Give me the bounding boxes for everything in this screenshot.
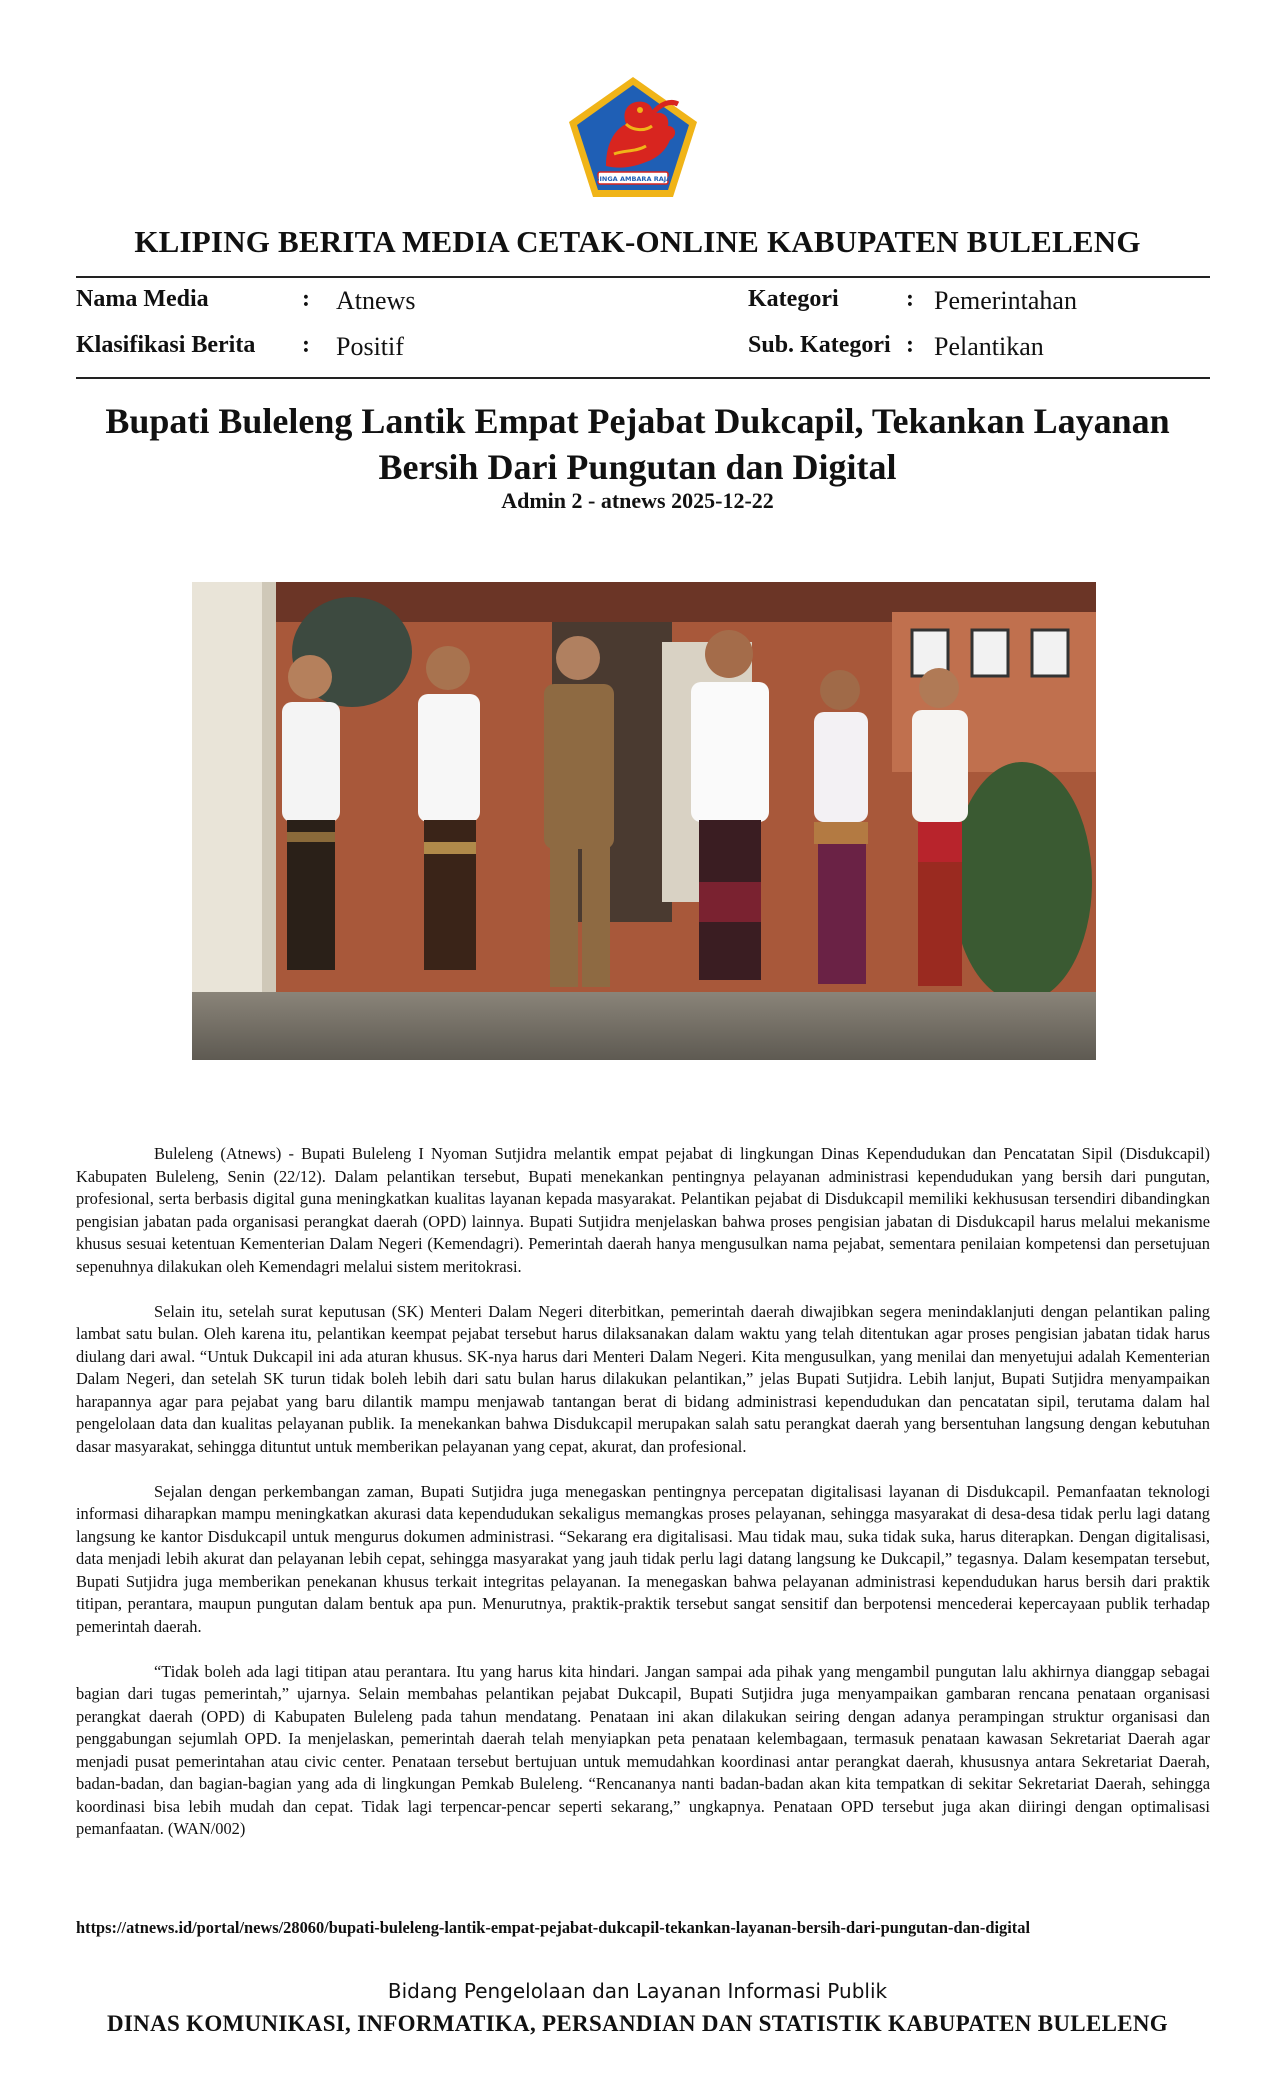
footer-office-name: DINAS KOMUNIKASI, INFORMATIKA, PERSANDIAN DAN STATISTIK KABUPATEN BULELENG xyxy=(107,2011,1168,2036)
media-name-value: Atnews xyxy=(336,286,416,315)
source-url: https://atnews.id/portal/news/28060/bupati-buleleng-lantik-empat-pejabat-dukcapil-tekankan-layanan-bersih-dari-pungutan-dan-digital xyxy=(76,1918,1030,1937)
article-paragraph-4: “Tidak boleh ada lagi titipan atau perantara. Itu yang harus kita hindari. Jangan sampai ada pihak yang mengambil pungutan lalu akhirnya dianggap sebagai bagian dari tugas pemerintah,” ujarnya. Selain membahas pelantikan pejabat Dukcapil, Bupati Sutjidra juga menyampaikan gambaran rencana penataan organisasi perangkat daerah (OPD) di Kabupaten Buleleng pada tahun mendatang. Penataan ini akan dilakukan seiring dengan adanya perampingan struktur organisasi dan penggabungan sejumlah OPD. Ia menjelaskan, pemerintah daerah telah menyiapkan peta penataan kelembagaan, termasuk penataan kawasan Sekretariat Daerah agar menjadi pusat pemerintahan atau civic center. Penataan tersebut bertujuan untuk memudahkan koordinasi antar perangkat daerah, khususnya antara Sekretariat Daerah, badan-badan, dan bagian-bagian yang ada di lingkungan Pemkab Buleleng. “Rencananya nanti badan-badan akan kita tempatkan di sekitar Sekretariat Daerah, sehingga koordinasi bisa lebih mudah dan cepat. Tidak lagi terpencar-pencar seperti sekarang,” ungkapnya. Penataan OPD tersebut juga akan diiringi dengan optimalisasi pemanfaatan. (WAN/002) xyxy=(76,1661,1210,1838)
article-paragraph-2: Selain itu, setelah surat keputusan (SK) Menteri Dalam Negeri diterbitkan, pemerintah daerah diwajibkan segera menindaklanjuti dengan pelantikan paling lambat satu bulan. Oleh karena itu, pelantikan keempat pejabat tersebut harus dilaksanakan dalam waktu yang telah ditentukan agar proses pengisian jabatan tidak harus diulang dari awal. “Untuk Dukcapil ini ada aturan khusus. SK-nya harus dari Menteri Dalam Negeri. Kita mengusulkan, yang menilai dan menyetujui adalah Kementerian Dalam Negeri, dan setelah SK turun tidak boleh lebih dari satu bulan harus dilakukan pelantikan,” jelas Bupati Sutjidra. Lebih lanjut, Bupati Sutjidra menyampaikan harapannya agar para pejabat yang baru dilantik mampu menjawab tantangan berat di bidang administrasi kependudukan dan pencatatan sipil, terutama dalam hal pengelolaan data dan kualitas pelayanan publik. Ia menekankan bahwa Disdukcapil merupakan salah satu perangkat daerah yang bersentuhan langsung dengan kebutuhan dasar masyarakat, sehingga dituntut untuk memberikan pelayanan yang cepat, akurat, dan profesional. xyxy=(76,1301,1210,1456)
media-name-label: Nama Media xyxy=(76,286,209,312)
sub-category-colon: : xyxy=(906,332,914,358)
article-byline: Admin 2 - atnews 2025-12-22 xyxy=(501,488,774,513)
footer-department-subtitle: Bidang Pengelolaan dan Layanan Informasi Publik xyxy=(387,1979,888,2003)
sub-category-value: Pelantikan xyxy=(934,332,1044,361)
article-title-line-1: Bupati Buleleng Lantik Empat Pejabat Dukcapil, Tekankan Layanan xyxy=(105,401,1170,441)
news-classification-colon: : xyxy=(302,332,310,358)
sub-category-label: Sub. Kategori xyxy=(748,332,891,358)
article-paragraph-1: Buleleng (Atnews) - Bupati Buleleng I Nyoman Sutjidra melantik empat pejabat di lingkungan Dinas Kependudukan dan Pencatatan Sipil (Disdukcapil) Kabupaten Buleleng, Senin (22/12). Dalam pelantikan tersebut, Bupati menekankan pentingnya pelayanan administrasi kependudukan yang bersih dari pungutan, profesional, serta berbasis digital guna meningkatkan kualitas layanan kepada masyarakat. Pelantikan pejabat di Disdukcapil memiliki kekhususan tersendiri dibandingkan pengisian jabatan pada organisasi perangkat daerah (OPD) lainnya. Bupati Sutjidra menjelaskan bahwa proses pengisian jabatan di Disdukcapil harus melalui mekanisme khusus sesuai ketentuan Kementerian Dalam Negeri (Kemendagri). Pemerintah daerah hanya mengusulkan nama pejabat, sementara penilaian kompetensi dan persetujuan sepenuhnya dilakukan oleh Kemendagri melalui sistem meritokrasi. xyxy=(76,1144,1210,1276)
article-title-line-2: Bersih Dari Pungutan dan Digital xyxy=(378,447,897,487)
article-photo xyxy=(192,582,1096,1060)
article-paragraph-3: Sejalan dengan perkembangan zaman, Bupati Sutjidra juga menegaskan pentingnya percepatan digitalisasi layanan di Disdukcapil. Pemanfaatan teknologi informasi diharapkan mampu meningkatkan akurasi data kependudukan sekaligus memangkas proses pelayanan, sehingga masyarakat di desa-desa tidak perlu lagi datang langsung ke kantor Disdukcapil untuk mengurus dokumen administrasi. “Sekarang era digitalisasi. Mau tidak mau, suka tidak suka, harus diterapkan. Dengan digitalisasi, data menjadi lebih akurat dan pelayanan lebih cepat, sehingga masyarakat yang jauh tidak perlu lagi datang langsung ke Dukcapil,” tegasnya. Dalam kesempatan tersebut, Bupati Sutjidra juga memberikan penekanan khusus terkait integritas pelayanan. Ia menegaskan bahwa pelayanan administrasi kependudukan harus bersih dari praktik titipan, perantara, maupun pungutan dalam bentuk apa pun. Menurutnya, praktik-praktik tersebut sangat sensitif dan berpotensi mencederai kepercayaan publik terhadap pemerintah daerah. xyxy=(76,1481,1210,1636)
buleleng-emblem-logo xyxy=(566,74,700,200)
category-colon: : xyxy=(906,286,914,312)
header-top-rule xyxy=(76,276,1210,278)
article-title xyxy=(60,398,1215,490)
emblem-motto: SINGA AMBARA RAJA xyxy=(594,175,672,183)
news-classification-value: Positif xyxy=(336,332,404,361)
clipping-header-title: KLIPING BERITA MEDIA CETAK-ONLINE KABUPATEN BULELENG xyxy=(134,224,1141,259)
media-name-colon: : xyxy=(302,286,310,312)
article-body xyxy=(76,1143,1210,1863)
header-bottom-rule xyxy=(76,377,1210,379)
news-classification-label: Klasifikasi Berita xyxy=(76,332,256,358)
category-label: Kategori xyxy=(748,286,839,312)
category-value: Pemerintahan xyxy=(934,286,1077,315)
